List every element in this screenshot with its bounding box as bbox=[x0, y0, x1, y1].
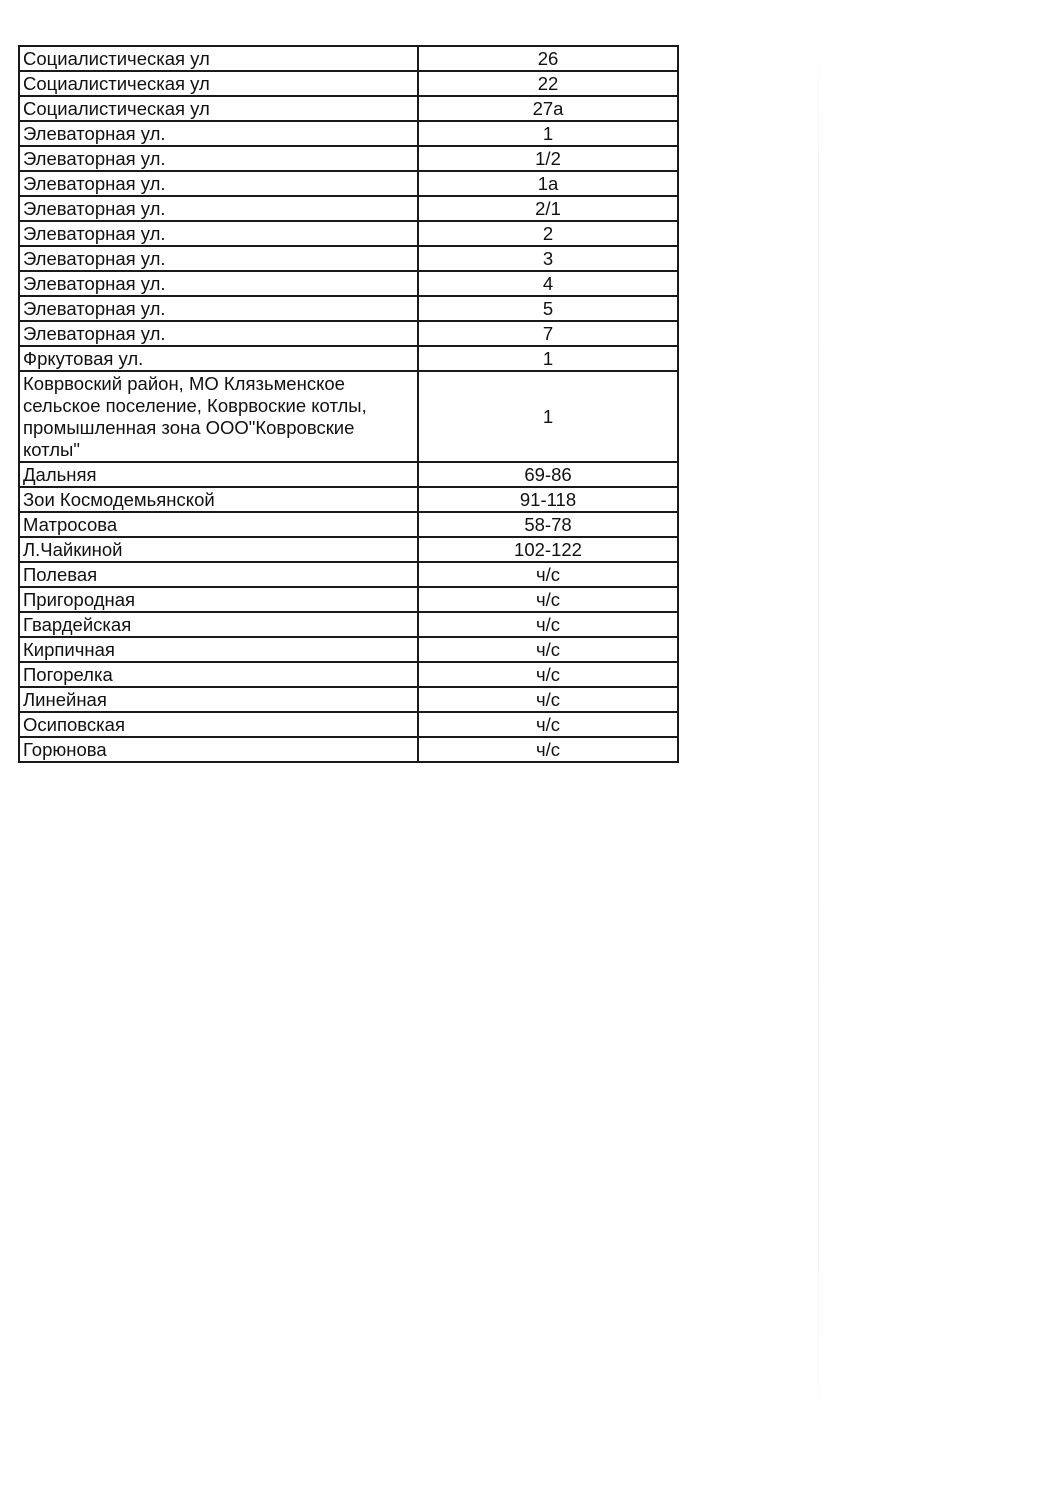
house-number-cell: 3 bbox=[418, 246, 678, 271]
street-cell: Элеваторная ул. bbox=[19, 246, 418, 271]
street-cell: Горюнова bbox=[19, 737, 418, 762]
street-cell: Осиповская bbox=[19, 712, 418, 737]
table-row bbox=[19, 46, 678, 71]
house-number-cell: ч/с bbox=[418, 687, 678, 712]
table-row bbox=[19, 121, 678, 146]
street-cell: Элеваторная ул. bbox=[19, 271, 418, 296]
street-cell: Пригородная bbox=[19, 587, 418, 612]
house-number-cell: 1 bbox=[418, 346, 678, 371]
street-cell: Полевая bbox=[19, 562, 418, 587]
house-number-cell: ч/с bbox=[418, 712, 678, 737]
table-row bbox=[19, 271, 678, 296]
table-row bbox=[19, 371, 678, 462]
table-row bbox=[19, 171, 678, 196]
table-row bbox=[19, 196, 678, 221]
house-number-cell: 4 bbox=[418, 271, 678, 296]
house-number-cell: 22 bbox=[418, 71, 678, 96]
house-number-cell: 1а bbox=[418, 171, 678, 196]
street-cell: Матросова bbox=[19, 512, 418, 537]
house-number-cell: ч/с bbox=[418, 737, 678, 762]
street-cell: Коврвоский район, МО Клязьменское сельское поселение, Коврвоские котлы, промышленная зона ООО"Ковровские котлы" bbox=[19, 371, 418, 462]
house-number-cell: ч/с bbox=[418, 587, 678, 612]
street-cell: Линейная bbox=[19, 687, 418, 712]
street-cell: Л.Чайкиной bbox=[19, 537, 418, 562]
house-number-cell: 69-86 bbox=[418, 462, 678, 487]
table-row bbox=[19, 712, 678, 737]
street-cell: Элеваторная ул. bbox=[19, 221, 418, 246]
table-row bbox=[19, 637, 678, 662]
house-number-cell: 2/1 bbox=[418, 196, 678, 221]
table-row bbox=[19, 662, 678, 687]
table-row bbox=[19, 221, 678, 246]
table-row bbox=[19, 96, 678, 121]
street-cell: Элеваторная ул. bbox=[19, 171, 418, 196]
street-cell: Элеваторная ул. bbox=[19, 146, 418, 171]
table-row bbox=[19, 587, 678, 612]
street-cell: Социалистическая ул bbox=[19, 96, 418, 121]
table-row bbox=[19, 296, 678, 321]
house-number-cell: 2 bbox=[418, 221, 678, 246]
house-number-cell: ч/с bbox=[418, 662, 678, 687]
street-cell: Погорелка bbox=[19, 662, 418, 687]
street-cell: Элеваторная ул. bbox=[19, 121, 418, 146]
table-row bbox=[19, 537, 678, 562]
scan-edge-line bbox=[818, 30, 819, 1450]
table-row bbox=[19, 462, 678, 487]
table-row bbox=[19, 487, 678, 512]
street-cell: Социалистическая ул bbox=[19, 71, 418, 96]
street-cell: Элеваторная ул. bbox=[19, 296, 418, 321]
street-cell: Социалистическая ул bbox=[19, 46, 418, 71]
table-row bbox=[19, 512, 678, 537]
street-cell: Гвардейская bbox=[19, 612, 418, 637]
house-number-cell: 1 bbox=[418, 371, 678, 462]
table-row bbox=[19, 71, 678, 96]
street-cell: Зои Космодемьянской bbox=[19, 487, 418, 512]
table-row bbox=[19, 146, 678, 171]
street-cell: Дальняя bbox=[19, 462, 418, 487]
house-number-cell: 1/2 bbox=[418, 146, 678, 171]
house-number-cell: 102-122 bbox=[418, 537, 678, 562]
house-number-cell: 58-78 bbox=[418, 512, 678, 537]
address-table-body bbox=[19, 46, 678, 762]
table-row bbox=[19, 321, 678, 346]
table-row bbox=[19, 562, 678, 587]
house-number-cell: ч/с bbox=[418, 612, 678, 637]
street-cell: Фркутовая ул. bbox=[19, 346, 418, 371]
street-cell: Элеваторная ул. bbox=[19, 321, 418, 346]
house-number-cell: ч/с bbox=[418, 637, 678, 662]
house-number-cell: 27а bbox=[418, 96, 678, 121]
house-number-cell: 91-118 bbox=[418, 487, 678, 512]
table-row bbox=[19, 346, 678, 371]
table-row bbox=[19, 737, 678, 762]
house-number-cell: 7 bbox=[418, 321, 678, 346]
table-row bbox=[19, 246, 678, 271]
house-number-cell: 26 bbox=[418, 46, 678, 71]
address-table bbox=[18, 45, 679, 763]
house-number-cell: ч/с bbox=[418, 562, 678, 587]
house-number-cell: 1 bbox=[418, 121, 678, 146]
street-cell: Кирпичная bbox=[19, 637, 418, 662]
house-number-cell: 5 bbox=[418, 296, 678, 321]
table-row bbox=[19, 687, 678, 712]
table-row bbox=[19, 612, 678, 637]
street-cell: Элеваторная ул. bbox=[19, 196, 418, 221]
